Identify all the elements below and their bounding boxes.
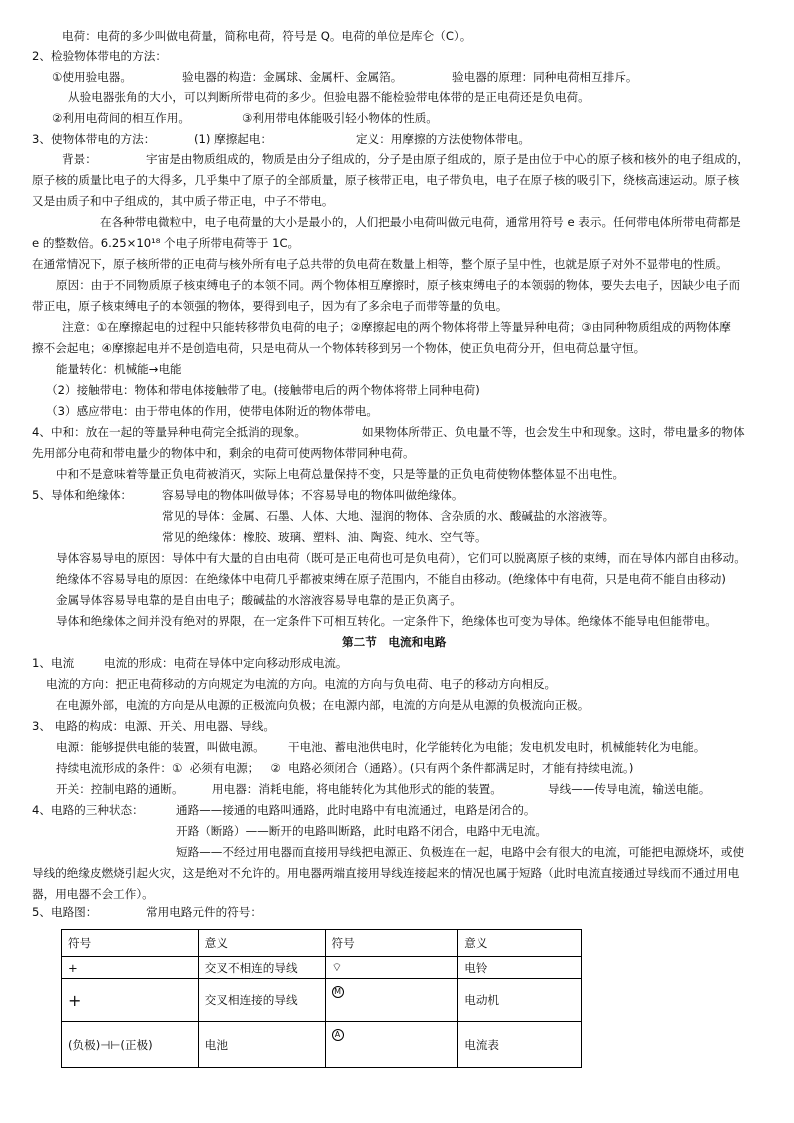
- table-header-cell: 意义: [198, 930, 325, 957]
- text-segment: 电流的方向：把正电荷移动的方向规定为电流的方向。电流的方向与负电荷、电子的移动方向相反。: [46, 677, 557, 691]
- text-segment: 擦不会起电；④摩擦起电并不是创造电荷，只是电荷从一个物体转移到另一个物体，使正负电荷分开，但电荷总量守恒。: [32, 341, 646, 355]
- text-line: [32, 865, 739, 881]
- symbol-cell: [325, 1022, 458, 1068]
- text-line: [56, 760, 633, 776]
- text-segment: 开路（断路）——断开的电路叫断路，此时电路不闭合，电路中无电流。: [176, 824, 548, 838]
- text-line: [56, 466, 624, 482]
- table-header-cell: 符号: [325, 930, 458, 957]
- meaning-cell: 电流表: [458, 1022, 582, 1068]
- text-segment: 电流的形成：电荷在导体中定向移动形成电流。: [104, 656, 348, 670]
- text-line: [32, 445, 415, 461]
- text-line: [46, 403, 378, 419]
- text-segment: ①使用验电器。: [52, 70, 132, 84]
- text-segment: 能量转化：机械能→电能: [56, 362, 182, 376]
- text-segment: 5、导体和绝缘体：: [32, 488, 133, 502]
- text-line: [46, 676, 556, 692]
- text-segment: 常用电路元件的符号：: [146, 905, 262, 919]
- text-segment: 又是由质子和中子组成的，其中质子带正电，中子不带电。: [32, 194, 334, 208]
- text-segment: 原子核的质量比电子的大得多，几乎集中了原子的全部质量，原子核带正电，电子带负电，电子在原子核的吸引下，绕核高速运动。原子核: [32, 173, 740, 187]
- text-segment: e 的整数倍。6.25×10¹⁸ 个电子所带电荷等于 1C。: [32, 236, 300, 250]
- text-segment: 开关：控制电路的通断。: [56, 782, 184, 796]
- text-line: [32, 718, 275, 734]
- text-line: [32, 298, 507, 314]
- text-line: [56, 550, 746, 566]
- text-line: [162, 529, 487, 545]
- text-segment: (1) 摩擦起电：: [194, 132, 273, 146]
- text-segment: 在电源外部，电流的方向是从电源的正极流向负极；在电源内部，电流的方向是从电源的负极流向正极。: [56, 698, 590, 712]
- text-segment: 中和不是意味着等量正负电荷被消灭，实际上电荷总量保持不变，只是等量的正负电荷使物体整体显不出电性。: [56, 467, 625, 481]
- text-line: [56, 739, 706, 755]
- text-segment: 常见的绝缘体：橡胶、玻璃、塑料、油、陶瓷、纯水、空气等。: [162, 530, 487, 544]
- text-line: [32, 340, 645, 356]
- text-line: [62, 151, 749, 167]
- circuit-symbol-table: [61, 929, 582, 1068]
- table-row: [62, 1022, 582, 1068]
- table-header-cell: 符号: [62, 930, 199, 957]
- text-line: [32, 193, 333, 209]
- text-line: [32, 172, 739, 188]
- symbol-cell: [325, 957, 458, 979]
- table-header-row: [62, 930, 582, 957]
- text-segment: 4、电路的三种状态：: [32, 803, 144, 817]
- text-segment: ②利用电荷间的相互作用。: [52, 111, 190, 125]
- text-line: [62, 319, 731, 335]
- text-line: [56, 592, 462, 608]
- text-line: [32, 424, 745, 440]
- text-segment: 绝缘体不容易导电的原因：在绝缘体中电荷几乎都被束缚在原子范围内，不能自由移动。(绝缘体中有电荷，只是电荷不能自由移动): [56, 572, 726, 586]
- text-segment: 定义：用摩擦的方法使物体带电。: [356, 132, 530, 146]
- text-line: [32, 131, 530, 147]
- bell-symbol-icon: ⌔: [331, 960, 343, 974]
- text-segment: 背景：: [62, 152, 97, 166]
- text-line: [32, 256, 728, 272]
- text-segment: 1、电流: [32, 656, 75, 670]
- text-segment: 验电器的原理：同种电荷相互排斥。: [452, 70, 638, 84]
- text-line: [32, 802, 536, 818]
- text-line: [52, 69, 638, 85]
- text-line: [68, 89, 590, 105]
- text-segment: 短路——不经过用电器而直接用导线把电源正、负极连在一起，电路中会有很大的电流，可能把电源烧坏，或使: [176, 845, 745, 859]
- text-segment: 注意：①在摩擦起电的过程中只能转移带负电荷的电子；②摩擦起电的两个物体将带上等量异种电荷；③由同种物质组成的两物体摩: [62, 320, 731, 334]
- text-segment: 第二节 电流和电路: [342, 635, 447, 649]
- table-row: [62, 979, 582, 1022]
- text-line: [56, 613, 717, 629]
- text-segment: 原因：由于不同物质原子核束缚电子的本领不同。两个物体相互摩擦时，原子核束缚电子的本领弱的物体，要失去电子，因缺少电子而: [56, 278, 741, 292]
- meaning-cell: 电铃: [458, 957, 582, 979]
- text-segment: 导体容易导电的原因：导体中有大量的自由电荷（既可是正电荷也可是负电荷），它们可以脱离原子核的束缚，而在导体内部自由移动。: [56, 551, 746, 565]
- text-segment: 从验电器张角的大小，可以判断所带电荷的多少。但验电器不能检验带电体带的是正电荷还是负电荷。: [68, 90, 590, 104]
- text-segment: 宇宙是由物质组成的，物质是由分子组成的，分子是由原子组成的，原子是由位于中心的原子核和核外的电子组成的，: [146, 152, 749, 166]
- text-line: [176, 844, 744, 860]
- text-segment: 金属导体容易导电靠的是自由电子；酸碱盐的水溶液容易导电靠的是正负离子。: [56, 593, 462, 607]
- text-line: [56, 697, 589, 713]
- text-line: [56, 781, 711, 797]
- text-segment: 导线——传导电流，输送电能。: [548, 782, 711, 796]
- text-segment: 用电器：消耗电能，将电能转化为其他形式的能的装置。: [212, 782, 502, 796]
- text-line: [162, 508, 614, 524]
- text-segment: 导体和绝缘体之间并没有绝对的界限，在一定条件下可相互转化。一定条件下，绝缘体也可变为导体。绝缘体不能导电但能带电。: [56, 614, 717, 628]
- text-segment: 在各种带电微粒中，电子电荷量的大小是最小的，人们把最小电荷叫做元电荷，通常用符号 e 表示。任何带电体所带电荷都是: [100, 215, 741, 229]
- meaning-cell: 交叉相连接的导线: [198, 979, 325, 1022]
- motor-symbol-icon: M: [332, 986, 344, 998]
- text-segment: 2、检验物体带电的方法：: [32, 49, 167, 63]
- text-segment: 3、 电路的构成：电源、开关、用电器、导线。: [32, 719, 275, 733]
- text-segment: 5、电路图：: [32, 905, 98, 919]
- table-header-cell: 意义: [458, 930, 582, 957]
- symbol-cell: (负极)⊣⊢(正极): [62, 1022, 199, 1068]
- text-line: [32, 655, 348, 671]
- text-segment: 电源：能够提供电能的装置，叫做电源。: [56, 740, 265, 754]
- text-segment: 持续电流形成的条件：① 必须有电源； ② 电路必须闭合（通路）。(只有两个条件都满足时，才能有持续电流。): [56, 761, 634, 775]
- text-segment: 通路——接通的电路叫通路，此时电路中有电流通过，电路是闭合的。: [176, 803, 536, 817]
- text-segment: 4、中和：放在一起的等量异种电荷完全抵消的现象。: [32, 425, 307, 439]
- text-segment: 如果物体所带正、负电量不等，也会发生中和现象。这时，带电量多的物体: [362, 425, 745, 439]
- ammeter-symbol-icon: A: [332, 1029, 344, 1041]
- text-line: [62, 28, 471, 44]
- symbol-cell: +: [62, 957, 199, 979]
- meaning-cell: 电池: [198, 1022, 325, 1068]
- text-line: [32, 235, 299, 251]
- text-segment: ③利用带电体能吸引轻小物体的性质。: [242, 111, 438, 125]
- text-segment: 容易导电的物体叫做导体；不容易导电的物体叫做绝缘体。: [162, 488, 464, 502]
- text-segment: 先用部分电荷和带电量少的物体中和，剩余的电荷可使两物体带同种电荷。: [32, 446, 415, 460]
- text-line: [32, 48, 167, 64]
- table-row: [62, 957, 582, 979]
- symbol-cell: +: [62, 979, 199, 1022]
- text-line: [46, 382, 480, 398]
- text-segment: 电荷：电荷的多少叫做电荷量，简称电荷，符号是 Q。电荷的单位是库仑（C）。: [62, 29, 472, 43]
- text-segment: 验电器的构造：金属球、金属杆、金属箔。: [182, 70, 403, 84]
- text-line: [32, 487, 464, 503]
- meaning-cell: 电动机: [458, 979, 582, 1022]
- text-segment: 导线的绝缘皮燃烧引起火灾，这是绝对不允许的。用电器两端直接用导线连接起来的情况也属于短路（此时电流直接通过导线而不通过用电: [32, 866, 740, 880]
- section-heading: [342, 634, 446, 650]
- text-line: [100, 214, 741, 230]
- text-line: [52, 110, 438, 126]
- text-line: [32, 886, 154, 902]
- text-line: [32, 904, 262, 920]
- text-line: [176, 823, 547, 839]
- text-line: [56, 277, 740, 293]
- text-line: [56, 361, 182, 377]
- meaning-cell: 交叉不相连的导线: [198, 957, 325, 979]
- text-segment: 3、使物体带电的方法：: [32, 132, 156, 146]
- text-segment: 在通常情况下，原子核所带的正电荷与核外所有电子总共带的负电荷在数量上相等，整个原子呈中性，也就是原子对外不显带电的性质。: [32, 257, 728, 271]
- text-segment: 干电池、蓄电池供电时，化学能转化为电能；发电机发电时，机械能转化为电能。: [288, 740, 706, 754]
- text-segment: （3）感应带电：由于带电体的作用，使带电体附近的物体带电。: [46, 404, 379, 418]
- text-segment: （2）接触带电：物体和带电体接触带了电。(接触带电后的两个物体将带上同种电荷): [46, 383, 480, 397]
- text-segment: 常见的导体：金属、石墨、人体、大地、湿润的物体、含杂质的水、酸碱盐的水溶液等。: [162, 509, 615, 523]
- text-segment: 带正电，原子核束缚电子的本领强的物体，要得到电子，因为有了多余电子而带等量的负电。: [32, 299, 508, 313]
- text-line: [56, 571, 726, 587]
- symbol-cell: [325, 979, 458, 1022]
- text-segment: 器，用电器不会工作）。: [32, 887, 154, 901]
